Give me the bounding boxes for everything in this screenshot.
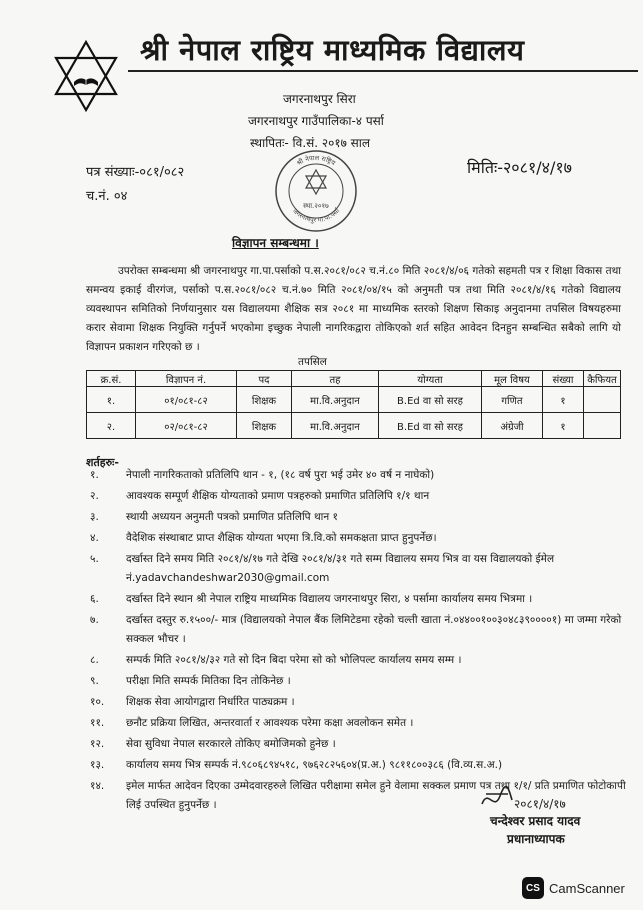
cell-subject: गणित [482, 387, 543, 413]
letter-date: मितिः-२०८१/४/१७ [467, 158, 573, 177]
term-text: स्थायी अध्ययन अनुमती पत्रको प्रमाणित प्रतिलिपि थान १ [126, 511, 339, 523]
stamp-top-text: श्री नेपाल राष्ट्रिय [295, 153, 337, 168]
term-text: कार्यालय समय भित्र सम्पर्क नं.९८०६८९४५१८, ९७६२८२५६०४(प्र.अ.) ९८११८००३८६ (वि.व्य.स.अ.) [126, 759, 503, 771]
cell-level: मा.वि.अनुदान [292, 413, 379, 439]
term-number: ३. [90, 511, 99, 523]
established-line: स्थापितः- वि.सं. २०१७ साल [250, 136, 371, 150]
term-item [86, 611, 626, 649]
term-text: दर्खास्त दिने समय मिति २०८१/४/१७ गते देखि २०८१/४/३१ गते सम्म विद्यालय समय भित्र वा यस विद्यालयको ईमेल नं.yadavchandeshwar2030@gmail.com [126, 553, 555, 584]
cell-qualification: B.Ed वा सो सरह [379, 413, 482, 439]
term-item [86, 672, 626, 691]
table-header-row [87, 371, 621, 387]
col-count: संख्या [543, 371, 584, 387]
term-number: ४. [90, 532, 99, 544]
term-text: नेपाली नागरिकताको प्रतिलिपि थान - १, (१८ वर्ष पुरा भई उमेर ४० वर्ष न नाघेको) [126, 469, 435, 481]
col-ad-number: विज्ञापन नं. [136, 371, 237, 387]
term-text: परीक्षा मिति सम्पर्क मितिका दिन तोकिनेछ । [126, 675, 291, 687]
term-text: शिक्षक सेवा आयोगद्वारा निर्धारित पाठ्यक्रम । [126, 696, 295, 708]
terms-list [86, 466, 626, 817]
term-item [86, 590, 626, 609]
term-number: ५. [90, 553, 99, 565]
col-subject: मूल विषय [482, 371, 543, 387]
term-number: ८. [90, 654, 99, 666]
camscanner-label: CamScanner [549, 880, 625, 896]
header-rule [128, 70, 638, 72]
table-row [87, 387, 621, 413]
cell-level: मा.वि.अनुदान [292, 387, 379, 413]
term-text: इमेल मार्फत आदेवन दिएका उम्मेदवारहरुले लिखित परीक्षामा समेल हुने वेलामा सक्कल प्रमाण पत्र तथा १/१/ प्रति प्रमाणित फोटोकापी लिई उपस्थित हुनुपर्नेछ । [126, 780, 626, 811]
dispatch-number: च.नं. ०४ [86, 189, 128, 204]
term-text: वैदेशिक संस्थाबाट प्राप्त शैक्षिक योग्यता भएमा त्रि.वि.को समकक्षता प्राप्त हुनुपर्नेछ। [126, 532, 437, 544]
term-number: ६. [90, 593, 99, 605]
cell-ad-number: ०१/०८१-८२ [136, 387, 237, 413]
principal-title: प्रधानाध्यापक [507, 832, 565, 846]
term-item [86, 550, 626, 588]
term-text: सेवा सुविधा नेपाल सरकारले तोकिए बमोजिमको हुनेछ । [126, 738, 336, 750]
term-number: १२. [90, 738, 105, 750]
school-logo [50, 40, 122, 112]
col-serial: क्र.सं. [87, 371, 136, 387]
col-post: पद [237, 371, 292, 387]
term-number: २. [90, 490, 99, 502]
terms-heading: शर्तहरुः- [86, 456, 119, 469]
cell-count: १ [543, 413, 584, 439]
principal-name: चन्देश्वर प्रसाद यादव [490, 814, 581, 828]
term-number: १. [90, 469, 99, 481]
cell-remarks [584, 413, 621, 439]
term-item [86, 466, 626, 485]
cell-remarks [584, 387, 621, 413]
stamp-bottom-text: जगरनाथपुर गा.पा.पर्सा [290, 206, 342, 225]
address-line-2: जगरनाथपुर गाउँपालिका-४ पर्सा [248, 114, 384, 128]
term-text: दर्खास्त दस्तुर रु.१५००/- मात्र (विद्यालयको नेपाल बैंक लिमिटेडमा रहेको चल्ती खाता नं.०४४००१००३०४८३९००००१) मा जम्मा गरेको सक्कल भौचर । [126, 614, 622, 645]
term-number: ७. [90, 614, 99, 626]
cell-post: शिक्षक [237, 413, 292, 439]
table-title: तपसिल [298, 356, 327, 368]
cell-qualification: B.Ed वा सो सरह [379, 387, 482, 413]
col-qualification: योग्यता [379, 371, 482, 387]
school-stamp [273, 148, 359, 234]
cell-subject: अंग्रेजी [482, 413, 543, 439]
term-item [86, 756, 626, 775]
term-item [86, 735, 626, 754]
cell-count: १ [543, 387, 584, 413]
term-number: ११. [90, 717, 105, 729]
term-item [86, 714, 626, 733]
school-name: श्री नेपाल राष्ट्रिय माध्यमिक विद्यालय [140, 33, 525, 67]
signature-date: २०८१/४/१७ [514, 797, 566, 811]
term-text: छनौट प्रक्रिया लिखित, अन्तरवार्ता र आवश्यक परेमा कक्षा अवलोकन समेत । [126, 717, 414, 729]
vacancy-table [86, 370, 621, 439]
term-item [86, 487, 626, 506]
address-line-1: जगरनाथपुर सिरा [283, 92, 356, 106]
signature [478, 782, 588, 816]
term-item [86, 508, 626, 527]
col-level: तह [292, 371, 379, 387]
letter-subject: विज्ञापन सम्बन्धमा । [232, 236, 319, 250]
col-remarks: कैफियत [584, 371, 621, 387]
term-number: १४. [90, 780, 105, 792]
reference-number: पत्र संख्याः-०८१/०८२ [86, 165, 185, 180]
svg-text:श्री नेपाल राष्ट्रिय [295, 154, 337, 167]
term-item [86, 651, 626, 670]
cell-post: शिक्षक [237, 387, 292, 413]
cell-serial: २. [87, 413, 136, 439]
term-number: ९. [90, 675, 99, 687]
table-row [87, 413, 621, 439]
term-number: १०. [90, 696, 105, 708]
camscanner-icon: CS [522, 877, 544, 899]
term-item [86, 693, 626, 712]
term-number: १३. [90, 759, 105, 771]
body-paragraph: उपरोक्त सम्बन्धमा श्री जगरनाथपुर गा.पा.पर्साको प.स.२०८१/०८२ च.नं.८० मिति २०८१/४/०६ गतेको सहमती पत्र र शिक्षा विकास तथा समन्वय इकाई वीरगंज, पर्साको प.स.२०८१/०८२ च.नं.७० मिति २०८१/०४/१५ को अनुमती पत्र तथा मिति २०८१/४/१६ गतेको विद्यालय व्यवस्थापन समितिको निर्णयानुसार यस विद्यालयमा शैक्षिक सत्र २०८१ मा माध्यमिक स्तरको शिक्षण सिकाइ अनुदानमा तपसिल विषयहरुमा करार सेवामा शिक्षक नियुक्ति गर्नुपर्ने भएकोमा इच्छुक नेपाली नागरिकद्वारा तोकिएको शर्त सहित आवेदन दिनहुन सम्बन्धित सबैको लागि यो विज्ञापन प्रकाशन गरिएको छ । [86, 265, 621, 353]
term-text: सम्पर्क मिति २०८१/४/३२ गते सो दिन बिदा परेमा सो को भोलिपल्ट कार्यालय समय सम्म । [126, 654, 462, 666]
term-text: आवश्यक सम्पूर्ण शैक्षिक योग्यताको प्रमाण पत्रहरुको प्रमाणित प्रतिलिपि १/१ थान [126, 490, 430, 502]
cell-ad-number: ०२/०८१-८२ [136, 413, 237, 439]
term-text: दर्खास्त दिने स्थान श्री नेपाल राष्ट्रिय माध्यमिक विद्यालय जगरनाथपुर सिरा, ४ पर्सामा कार्यालय समय भित्रमा । [126, 593, 533, 605]
camscanner-watermark [522, 876, 626, 900]
stamp-year: स्था.२०१७ [303, 202, 329, 210]
term-item [86, 529, 626, 548]
cell-serial: १. [87, 387, 136, 413]
